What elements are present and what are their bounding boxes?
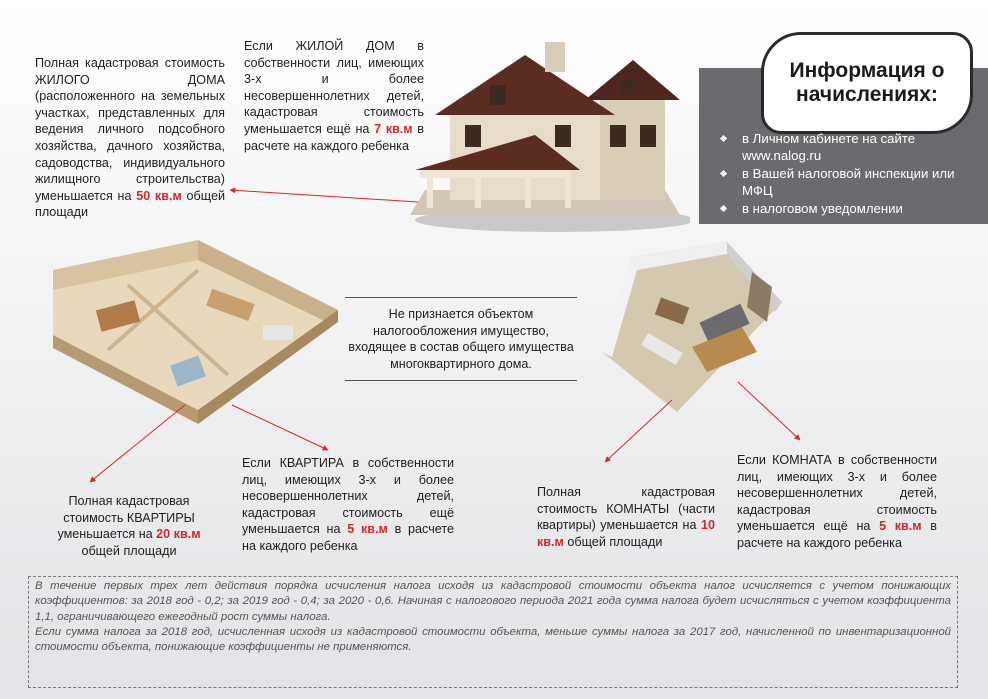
room-child-tail: в расчете на каждого ребенка xyxy=(737,519,937,550)
info-title: Информация о начислениях: xyxy=(761,32,973,134)
house-arrow xyxy=(230,190,418,202)
apartment-base-body: Полная кадастровая стоимость КВАРТИРЫ уменьшается на xyxy=(57,494,195,542)
apartment-child-tail: в расчете на каждого ребенка xyxy=(242,522,454,553)
footnote-paragraph-2: Если сумма налога за 2018 год, исчисленная исходя из кадастровой стоимости объекта, меньше суммы налога за 2017 год, начисленной по инвентаризационной стоимости объекта, понижающие коэффициенты не применяются. xyxy=(35,625,951,654)
footnote-box xyxy=(28,576,958,688)
room-base-arrow xyxy=(605,400,672,462)
room-base-value: 10 кв.м xyxy=(537,518,715,549)
apartment-base-arrow xyxy=(90,405,185,482)
info-item: в Вашей налоговой инспекции или МФЦ xyxy=(717,165,983,199)
apartment-child-arrow xyxy=(232,405,328,450)
room-child-body: Если КОМНАТА в собственности лиц, имеющих 3-х и более несовершеннолетних детей, кадастровая стоимость уменьшается ещё на xyxy=(737,453,937,534)
apartment-child-body: Если КВАРТИРА в собственности лиц, имеющих 3-х и более несовершеннолетних детей, кадастровая стоимость ещё уменьшается на xyxy=(242,456,454,537)
apartment-base-tail: общей площади xyxy=(81,543,177,558)
info-item: в Личном кабинете на сайте www.nalog.ru xyxy=(717,130,983,164)
house-child-value: 7 кв.м xyxy=(374,121,413,136)
house-child-body: Если ЖИЛОЙ ДОМ в собственности лиц, имеющих 3-х и более несовершеннолетних детей, кадастровая стоимость уменьшается ещё на xyxy=(244,39,424,136)
house-base-body: Полная кадастровая стоимость ЖИЛОГО ДОМА (расположенного на земельных участках, представленных для ведения личного подсобного хозяйства, дачного хозяйства, садоводства, индивидуального жилищного строительства) уменьшается на xyxy=(35,56,225,203)
footnote-paragraph-1: В течение первых трех лет действия порядка исчисления налога исходя из кадастровой стоимости объекта налог исчисляется с учетом понижающих коэффициентов: за 2018 год - 0,2; за 2019 год - 0,4; за 2020 - 0,6. Начиная с налогового периода 2021 года сумма налога будет исчисляться с учетом коэффициента 1,1, ограничивающего ежегодный рост суммы налога. xyxy=(35,580,951,623)
room-base-body: Полная кадастровая стоимость КОМНАТЫ (части квартиры) уменьшается на xyxy=(537,485,715,533)
info-item: в налоговом уведомлении xyxy=(717,200,983,217)
apartment-base-value: 20 кв.м xyxy=(156,527,201,542)
common-property-text: Не признается объектом налогообложения имущество, входящее в состав общего имущества многоквартирного дома. xyxy=(348,307,574,371)
room-child-arrow xyxy=(738,382,800,440)
house-base-value: 50 кв.м xyxy=(136,188,182,203)
house-child-tail: в расчете на каждого ребенка xyxy=(244,121,424,153)
house-base-tail: общей площади xyxy=(35,188,226,220)
room-base-tail: общей площади xyxy=(567,534,663,549)
apartment-child-value: 5 кв.м xyxy=(347,522,388,537)
room-child-value: 5 кв.м xyxy=(879,519,922,534)
